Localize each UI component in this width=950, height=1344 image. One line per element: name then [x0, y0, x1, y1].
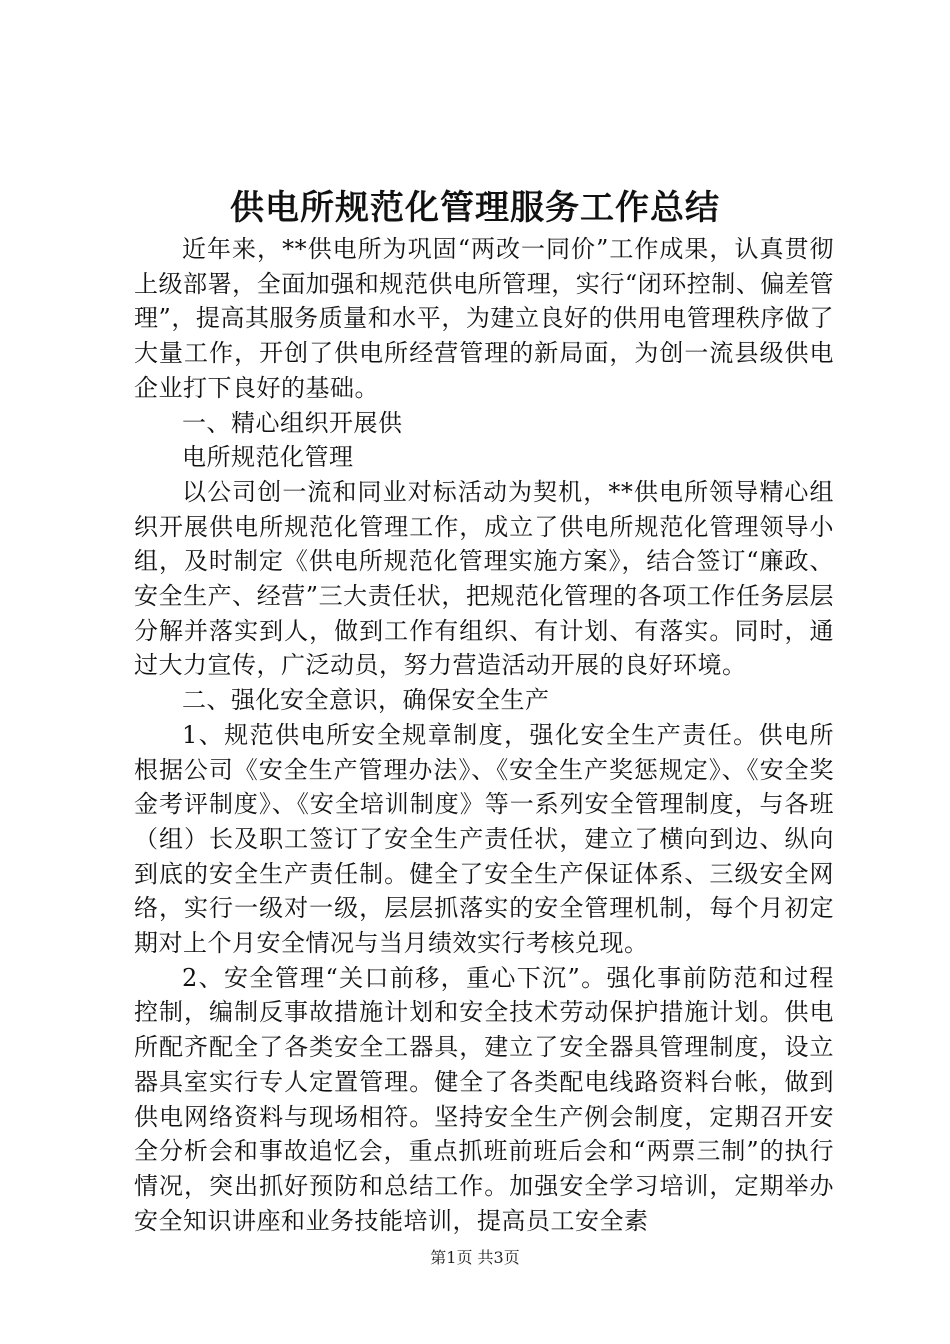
- paragraph-safety-rules: 1、规范供电所安全规章制度，强化安全生产责任。供电所根据公司《安全生产管理办法》、《安全生产奖惩规定》、《安全奖金考评制度》、《安全培训制度》等一系列安全管理制度，与各班（组）长及职工签订了安全生产责任状，建立了横向到边、纵向到底的安全生产责任制。健全了安全生产保证体系、三级安全网络，实行一级对一级，层层抓落实的安全管理机制，每个月初定期对上个月安全情况与当月绩效实行考核兑现。: [134, 720, 834, 958]
- page-number-footer: 第1页 共3页: [430, 1248, 520, 1267]
- paragraph-intro: 近年来，**供电所为巩固“两改一同价”工作成果，认真贯彻上级部署，全面加强和规范供电所管理，实行“闭环控制、偏差管理”，提高其服务质量和水平，为建立良好的供用电管理秩序做了大量工作，开创了供电所经营管理的新局面，为创一流县级供电企业打下良好的基础。: [134, 235, 834, 402]
- document-title: 供电所规范化管理服务工作总结: [230, 188, 720, 228]
- section-heading-2: 二、强化安全意识，确保安全生产: [182, 686, 550, 715]
- paragraph-safety-management: 2、安全管理“关口前移，重心下沉”。强化事前防范和过程控制，编制反事故措施计划和安全技术劳动保护措施计划。供电所配齐配全了各类安全工器具，建立了安全器具管理制度，设立器具室实行专人定置管理。健全了各类配电线路资料台帐，做到供电网络资料与现场相符。坚持安全生产例会制度，定期召开安全分析会和事故追忆会，重点抓班前班后会和“两票三制”的执行情况，突出抓好预防和总结工作。加强安全学习培训，定期举办安全知识讲座和业务技能培训，提高员工安全素: [134, 963, 834, 1235]
- section-heading-1-part-2: 电所规范化管理: [182, 443, 354, 472]
- section-heading-1-part-1: 一、精心组织开展供: [182, 408, 403, 437]
- paragraph-section-1: 以公司创一流和同业对标活动为契机，**供电所领导精心组织开展供电所规范化管理工作，成立了供电所规范化管理领导小组，及时制定《供电所规范化管理实施方案》，结合签订“廉政、安全生产、经营”三大责任状，把规范化管理的各项工作任务层层分解并落实到人，做到工作有组织、有计划、有落实。同时，通过大力宣传，广泛动员，努力营造活动开展的良好环境。: [134, 477, 834, 680]
- document-body: [134, 232, 834, 1238]
